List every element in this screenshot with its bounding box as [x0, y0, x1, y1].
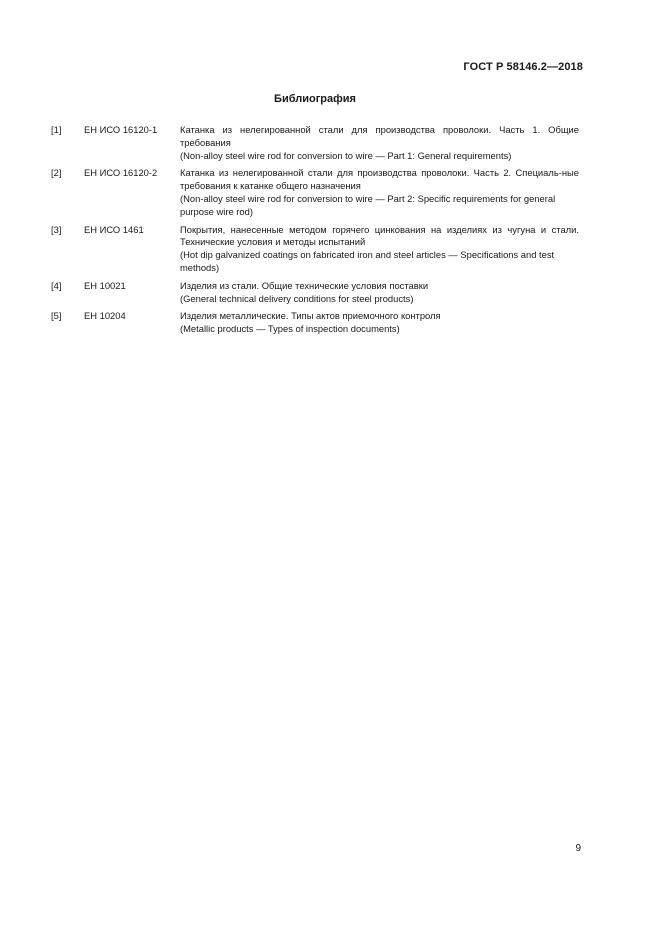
title-english: (Non-alloy steel wire rod for conversion to wire — Part 2: Specific requirements for general purpose wire rod): [180, 192, 556, 217]
entry-description: [180, 167, 579, 218]
standard-code: ЕН 10204: [84, 310, 126, 322]
standard-code: ЕН ИСО 1461: [84, 223, 144, 235]
bibliography-list: [51, 124, 579, 341]
standard-code: ЕН 10021: [84, 279, 126, 291]
title-english: (Metallic products — Types of inspection documents): [180, 323, 400, 335]
entry-number: [3]: [51, 223, 62, 235]
bibliography-entry: [51, 280, 579, 306]
entry-number: [5]: [51, 310, 62, 322]
title-russian: Изделия металлические. Типы актов приемочного контроля: [180, 310, 441, 322]
section-title: Библиография: [274, 93, 356, 105]
page-number: 9: [575, 843, 581, 854]
title-russian: Изделия из стали. Общие технические условия поставки: [180, 279, 429, 291]
bibliography-entry: [51, 310, 579, 336]
entry-number: [1]: [51, 124, 62, 135]
title-russian: Катанка из нелегированной стали для производства проволоки. Часть 1. Общие требования: [180, 124, 579, 148]
entry-number: [2]: [51, 167, 62, 179]
bibliography-entry: [51, 224, 579, 275]
title-english: (Hot dip galvanized coatings on fabricated iron and steel articles — Specifications and test methods): [180, 249, 555, 273]
entry-description: [180, 280, 579, 306]
entry-description: [180, 224, 579, 275]
entry-description: [180, 310, 579, 336]
title-english: (Non-alloy steel wire rod for conversion to wire — Part 1: General requirements): [180, 149, 512, 161]
standard-code: ЕН ИСО 16120-1: [84, 124, 158, 135]
title-russian: Катанка из нелегированной стали для производства проволоки. Часть 2. Специаль-ные требования к катанке общего назначения: [180, 167, 579, 192]
entry-number: [4]: [51, 279, 62, 291]
document-code: ГОСТ Р 58146.2—2018: [463, 61, 583, 73]
entry-description: [180, 124, 579, 162]
title-english: (General technical delivery conditions for steel products): [180, 292, 414, 304]
title-russian: Покрытия, нанесенные методом горячего цинкования на изделиях из чугуна и стали. Технические условия и методы испытаний: [180, 223, 579, 248]
bibliography-entry: [51, 124, 579, 162]
bibliography-entry: [51, 167, 579, 218]
standard-code: ЕН ИСО 16120-2: [84, 167, 158, 179]
